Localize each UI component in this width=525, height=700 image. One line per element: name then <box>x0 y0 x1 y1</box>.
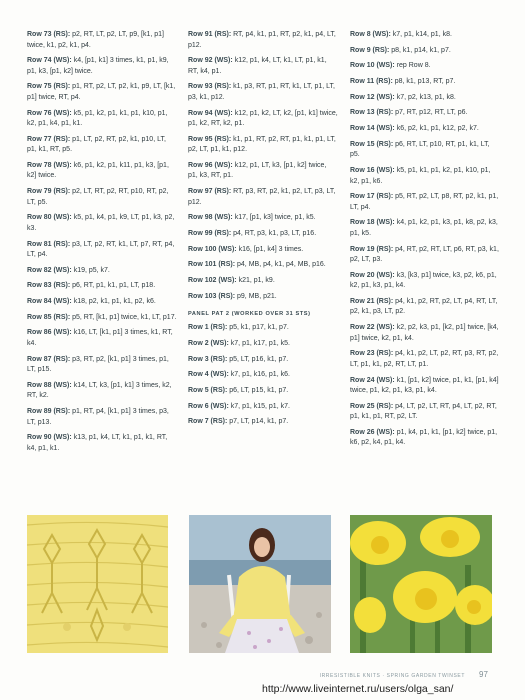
row-label: Row 81 (RS): <box>27 240 71 248</box>
pattern-row <box>350 30 500 41</box>
row-instructions: k12, p1, k4, LT, k1, LT, p1, k1, RT, k4, p1. <box>188 57 327 75</box>
pattern-row <box>350 166 500 187</box>
row-label: Row 89 (RS): <box>27 408 71 415</box>
row-label: Row 91 (RS): <box>188 31 232 38</box>
pattern-row <box>27 433 177 454</box>
pattern-row <box>350 428 500 449</box>
row-label: Row 10 (WS): <box>350 62 395 70</box>
row-label: Row 2 (WS): <box>188 339 229 347</box>
row-instructions: k5, p1, k1, p1, k2, p1, k10, p1, k2, p1, k6. <box>350 167 491 185</box>
row-label: Row 93 (RS): <box>188 83 232 91</box>
pattern-row <box>350 323 500 344</box>
row-label: Row 11 (RS): <box>350 78 393 86</box>
pattern-row <box>27 213 177 234</box>
row-instructions: p9, MB, p21. <box>237 292 277 300</box>
row-instructions: p6, RT, LT, p10, RT, p1, k1, LT, p5. <box>350 140 490 159</box>
row-label: Row 103 (RS): <box>188 292 236 300</box>
row-label: Row 99 (RS): <box>188 230 232 237</box>
watermark-url[interactable]: http://www.liveinternet.ru/users/olga_san/ <box>262 683 454 695</box>
row-label: Row 12 (WS): <box>350 93 395 101</box>
pattern-row <box>188 260 338 271</box>
pattern-row <box>188 82 338 103</box>
pattern-row <box>350 124 500 135</box>
pattern-row <box>188 109 338 130</box>
row-instructions: p4, k1, p2, RT, p2, LT, p4, RT, LT, p2, k1, p3, LT, p2. <box>350 297 498 316</box>
row-instructions: k6, p1, k2, p1, k11, p1, k3, [p1, k2] twice. <box>27 161 169 180</box>
row-label: Row 85 (RS): <box>27 313 71 321</box>
row-label: Row 92 (WS): <box>188 57 233 65</box>
row-instructions: k4, p1, k2, p1, k3, p1, k8, p2, k3, p1, k5. <box>350 219 498 237</box>
pattern-row <box>188 30 338 51</box>
pattern-row <box>27 381 177 402</box>
row-label: Row 98 (WS): <box>188 214 233 222</box>
row-instructions: k7, p1, k17, p1, k5. <box>230 339 290 347</box>
pattern-row <box>350 61 500 72</box>
pattern-row <box>350 192 500 213</box>
row-instructions: p5, RT, p2, LT, p8, RT, p2, k1, p1, LT, p4. <box>350 193 499 211</box>
row-instructions: k16, [p1, k4] 3 times. <box>238 245 304 253</box>
row-instructions: p1, RT, p4, [k1, p1] 3 times, p3, LT, p13. <box>27 408 169 426</box>
row-label: Row 88 (WS): <box>27 381 72 389</box>
row-instructions: p4, k1, p2, LT, p2, RT, p3, RT, p2, LT, p1, k1, p2, RT, LT, p1. <box>350 350 499 368</box>
row-instructions: p5, LT, p16, k1, p7. <box>229 355 289 363</box>
row-label: Row 77 (RS): <box>27 135 71 143</box>
pattern-row <box>188 292 338 303</box>
row-instructions: p2, RT, LT, p2, LT, p9, [k1, p1] twice, k1, p2, k1, p4. <box>27 31 164 49</box>
row-instructions: p2, LT, RT, p2, RT, p10, RT, p2, LT, p5. <box>27 188 169 206</box>
row-instructions: k12, p1, LT, k3, [p1, k2] twice, p1, k3, RT, p1. <box>188 161 327 180</box>
row-label: Row 15 (RS): <box>350 140 394 148</box>
pattern-row <box>350 108 500 119</box>
pattern-row <box>27 82 177 103</box>
pattern-row <box>350 77 500 88</box>
pattern-row <box>27 109 177 130</box>
row-instructions: k13, p1, k4, LT, k1, p1, k1, RT, k4, p1, k1. <box>27 434 168 452</box>
running-footer: IRRESISTIBLE KNITS · SPRING GARDEN TWINSET <box>319 673 465 679</box>
row-instructions: k2, p2, k3, p1, [k2, p1] twice, [k4, p1] twice, k2, p1, k4. <box>350 324 499 342</box>
pattern-column-1 <box>27 30 177 459</box>
pattern-row <box>350 245 500 266</box>
pattern-row <box>27 30 177 51</box>
row-label: Row 20 (WS): <box>350 271 395 279</box>
row-instructions: rep Row 8. <box>396 62 431 70</box>
row-instructions: k1, p1, RT, p2, RT, p1, k1, p1, LT, p2, LT, p1, k1, p12. <box>188 135 336 154</box>
pattern-row <box>188 213 338 224</box>
row-label: Row 9 (RS): <box>350 46 390 54</box>
pattern-row <box>27 187 177 208</box>
pattern-column-2 <box>188 30 338 433</box>
row-label: Row 83 (RS): <box>27 282 71 290</box>
row-label: Row 87 (RS): <box>27 355 71 363</box>
row-instructions: k3, [k3, p1] twice, k3, p2, k6, p1, k2, p1, k3, p1, k4. <box>350 271 497 290</box>
pattern-row <box>188 161 338 182</box>
row-instructions: k7, p1, k16, p1, k6. <box>230 371 290 379</box>
row-instructions: k18, p2, k1, p1, k1, p2, k6. <box>73 298 156 306</box>
row-label: Row 24 (WS): <box>350 376 395 384</box>
pattern-row <box>27 135 177 156</box>
pattern-row <box>188 417 338 428</box>
row-label: Row 90 (WS): <box>27 434 72 442</box>
pattern-row <box>188 323 338 334</box>
row-label: Row 5 (RS): <box>188 387 228 394</box>
pattern-row <box>27 297 177 308</box>
row-label: Row 23 (RS): <box>350 350 394 358</box>
row-instructions: k19, p5, k7. <box>73 266 110 274</box>
row-instructions: p1, LT, p2, RT, p2, k1, p10, LT, p1, k1, RT, p5. <box>27 135 166 154</box>
row-instructions: k7, p2, k13, p1, k8. <box>396 93 456 101</box>
row-label: Row 94 (WS): <box>188 109 233 117</box>
row-instructions: p1, k4, p1, k1, [p1, k2] twice, p1, k6, p2, k4, p1, k4. <box>350 428 498 447</box>
row-label: Row 84 (WS): <box>27 298 72 306</box>
row-label: Row 100 (WS): <box>188 245 237 253</box>
row-label: Row 101 (RS): <box>188 261 236 269</box>
row-label: Row 25 (RS): <box>350 402 394 410</box>
row-instructions: k16, LT, [k1, p1] 3 times, k1, RT, k4. <box>27 329 173 347</box>
row-instructions: p4, MB, p4, k1, p4, MB, p16. <box>237 261 326 269</box>
row-instructions: p7, RT, p12, RT, LT, p6. <box>395 109 468 117</box>
pattern-row <box>350 93 500 104</box>
row-instructions: p5, RT, [k1, p1] twice, k1, LT, p17. <box>72 313 177 321</box>
row-label: Row 78 (WS): <box>27 161 72 169</box>
daffodils-photo <box>350 515 492 653</box>
row-label: Row 96 (WS): <box>188 161 233 169</box>
row-label: Row 18 (WS): <box>350 219 395 227</box>
row-label: Row 74 (WS): <box>27 57 72 65</box>
row-instructions: RT, p3, RT, p2, k1, p2, LT, p3, LT, p12. <box>188 188 336 206</box>
pattern-row <box>27 240 177 261</box>
row-label: Row 1 (RS): <box>188 324 228 332</box>
row-label: Row 7 (RS): <box>188 418 228 426</box>
pattern-row <box>27 281 177 292</box>
row-label: Row 19 (RS): <box>350 245 394 253</box>
row-label: Row 3 (RS): <box>188 355 228 363</box>
pattern-row <box>27 313 177 324</box>
row-instructions: k6, p2, k1, p1, k12, p2, k7. <box>396 125 479 133</box>
row-instructions: p4, RT, p2, RT, LT, p6, RT, p3, k1, p2, LT, p3. <box>350 245 499 264</box>
row-instructions: p7, LT, p14, k1, p7. <box>229 418 289 426</box>
pattern-row <box>27 407 177 428</box>
pattern-row <box>27 56 177 77</box>
row-label: Row 8 (WS): <box>350 31 391 38</box>
pattern-row <box>27 328 177 349</box>
row-label: Row 97 (RS): <box>188 188 232 196</box>
row-instructions: p5, k1, p17, k1, p7. <box>229 324 289 332</box>
row-label: Row 14 (WS): <box>350 125 395 133</box>
pattern-row <box>188 245 338 256</box>
pattern-row <box>188 276 338 287</box>
knit-swatch-photo <box>27 515 168 653</box>
row-label: Row 6 (WS): <box>188 402 229 410</box>
row-instructions: k4, [p1, k1] 3 times, k1, p1, k9, p1, k3, [p1, k2] twice. <box>27 57 169 75</box>
row-instructions: k7, p1, k14, p1, k8. <box>392 31 452 38</box>
row-instructions: p8, k1, p13, RT, p7. <box>394 78 456 86</box>
row-label: Row 102 (WS): <box>188 277 237 285</box>
row-label: Row 79 (RS): <box>27 188 71 196</box>
pattern-row <box>350 140 500 161</box>
pattern-row <box>188 229 338 240</box>
page-number: 97 <box>479 670 488 679</box>
pattern-row <box>350 376 500 397</box>
row-label: Row 26 (WS): <box>350 428 395 436</box>
row-label: Row 17 (RS): <box>350 193 394 201</box>
pattern-row <box>188 135 338 156</box>
row-label: Row 75 (RS): <box>27 83 71 91</box>
row-instructions: k1, p3, RT, p1, RT, k1, LT, p1, LT, p3, k1, p12. <box>188 83 335 101</box>
pattern-row <box>350 271 500 292</box>
row-label: Row 73 (RS): <box>27 31 71 38</box>
row-label: Row 80 (WS): <box>27 214 72 222</box>
pattern-row <box>188 370 338 381</box>
pattern-row <box>350 218 500 239</box>
row-instructions: p4, RT, p3, k1, p3, LT, p16. <box>233 230 317 237</box>
row-label: Row 4 (WS): <box>188 371 229 379</box>
row-instructions: p6, LT, p15, k1, p7. <box>229 387 289 394</box>
pattern-row <box>27 355 177 376</box>
pattern-row <box>350 402 500 423</box>
row-instructions: p3, RT, p2, [k1, p1] 3 times, p1, LT, p15. <box>27 355 169 374</box>
panel-heading: PANEL PAT 2 (WORKED OVER 31 STS) <box>188 311 311 318</box>
pattern-row <box>27 161 177 182</box>
row-label: Row 16 (WS): <box>350 167 395 174</box>
row-instructions: k7, p1, k15, p1, k7. <box>230 402 290 410</box>
row-instructions: k1, [p1, k2] twice, p1, k1, [p1, k4] twice, p1, k2, p1, k3, p1, k4. <box>350 376 499 394</box>
row-label: Row 22 (WS): <box>350 324 395 332</box>
row-instructions: p6, RT, p1, k1, p1, LT, p18. <box>72 282 156 290</box>
row-instructions: k12, p1, k2, LT, k2, [p1, k1] twice, p1, k2, RT, k2, p1. <box>188 109 338 128</box>
row-instructions: p1, RT, p2, LT, p2, k1, p9, LT, [k1, p1] twice, RT, p4. <box>27 83 176 101</box>
row-label: Row 21 (RS): <box>350 297 394 305</box>
pattern-row <box>188 386 338 397</box>
pattern-row <box>350 349 500 370</box>
pattern-row <box>188 402 338 413</box>
row-instructions: RT, p4, k1, p1, RT, p2, k1, p4, LT, p12. <box>188 31 336 49</box>
row-label: Row 95 (RS): <box>188 135 232 143</box>
row-instructions: k5, p1, k4, p1, k9, LT, p1, k3, p2, k3. <box>27 214 175 232</box>
pattern-row <box>350 46 500 57</box>
row-instructions: k5, p1, k2, p1, k1, p1, k10, p1, k2, p1, k4, p1, k1. <box>27 109 168 128</box>
pattern-column-3 <box>350 30 500 454</box>
pattern-row <box>188 355 338 366</box>
row-instructions: p3, LT, p2, RT, k1, LT, p7, RT, p4, LT, p4. <box>27 240 175 258</box>
row-instructions: k17, [p1, k3] twice, p1, k5. <box>234 214 316 222</box>
pattern-row <box>188 187 338 208</box>
row-instructions: p4, LT, p2, LT, RT, p4, LT, p2, RT, p1, k1, p1, RT, p2, LT. <box>350 402 497 421</box>
pattern-row <box>188 339 338 350</box>
pattern-row <box>188 56 338 77</box>
row-instructions: p8, k1, p14, k1, p7. <box>391 46 451 54</box>
row-label: Row 13 (RS): <box>350 109 394 117</box>
pattern-row <box>350 297 500 318</box>
row-label: Row 76 (WS): <box>27 109 72 117</box>
row-instructions: k14, LT, k3, [p1, k1] 3 times, k2, RT, k2. <box>27 381 172 400</box>
model-photo <box>189 515 331 653</box>
pattern-row <box>27 266 177 277</box>
row-instructions: k21, p1, k9. <box>238 277 275 285</box>
row-label: Row 86 (WS): <box>27 329 72 337</box>
row-label: Row 82 (WS): <box>27 266 72 274</box>
